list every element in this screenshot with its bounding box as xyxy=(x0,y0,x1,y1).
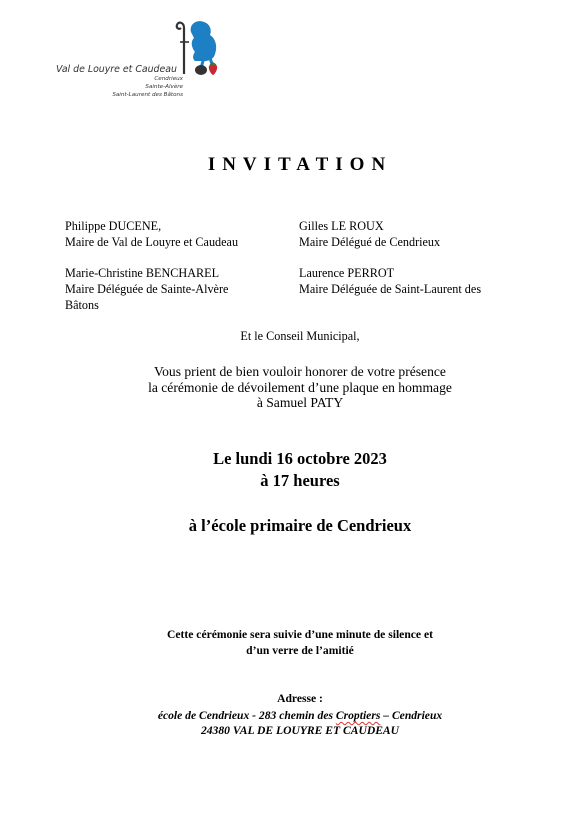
council-line: Et le Conseil Municipal, xyxy=(240,329,360,343)
logo-commune-2: Sainte-Alvère xyxy=(145,84,183,90)
followup-text xyxy=(0,627,582,659)
invitation-text xyxy=(0,364,582,411)
signatory-name: Gilles LE ROUX xyxy=(299,219,384,233)
municipality-logo xyxy=(55,16,230,104)
logo-commune-1: Cendrieux xyxy=(154,76,183,82)
logo-commune-3: Saint-Laurent des Bâtons xyxy=(112,92,183,98)
signatory-2 xyxy=(299,218,440,250)
page-title: INVITATION xyxy=(207,154,393,175)
followup-line-1: Cette cérémonie sera suivie d’une minute de silence et xyxy=(167,628,433,641)
signatory-role: Maire de Val de Louyre et Caudeau xyxy=(65,235,239,249)
lion-crozier-emblem-icon xyxy=(175,18,223,78)
invite-line-2: la cérémonie de dévoilement d’une plaque en hommage xyxy=(148,379,452,395)
signatory-4 xyxy=(299,265,481,297)
logo-municipality-name: Val de Louyre et Caudeau xyxy=(56,64,177,75)
signatory-name: Marie-Christine BENCHAREL xyxy=(65,266,220,280)
signatory-role-continued: Bâtons xyxy=(65,298,99,312)
address-line-2: 24380 VAL DE LOUYRE ET CAUDEAU xyxy=(200,724,400,737)
signatory-3 xyxy=(65,265,228,313)
invite-line-3: à Samuel PATY xyxy=(256,395,344,410)
address-line-1-end: – Cendrieux xyxy=(380,709,443,722)
signatory-role: Maire Déléguée de Sainte-Alvère xyxy=(65,282,229,296)
followup-line-2: d’un verre de l’amitié xyxy=(246,644,354,657)
address-street-name: Croptiers xyxy=(335,709,381,722)
event-place: à l’école primaire de Cendrieux xyxy=(188,516,412,535)
signatory-role: Maire Déléguée de Saint-Laurent des xyxy=(299,282,482,296)
signatory-1 xyxy=(65,218,238,250)
signatory-name: Philippe DUCENE, xyxy=(65,219,162,233)
signatory-name: Laurence PERROT xyxy=(299,266,395,280)
signatory-role: Maire Délégué de Cendrieux xyxy=(299,235,441,249)
address-line-1 xyxy=(0,708,582,723)
address-line-1-start: école de Cendrieux - 283 chemin des xyxy=(157,709,336,722)
event-date: Le lundi 16 octobre 2023 xyxy=(213,449,387,468)
address-label: Adresse : xyxy=(277,692,323,705)
event-time: à 17 heures xyxy=(260,471,340,490)
invite-line-1: Vous prient de bien vouloir honorer de votre présence xyxy=(154,364,446,379)
